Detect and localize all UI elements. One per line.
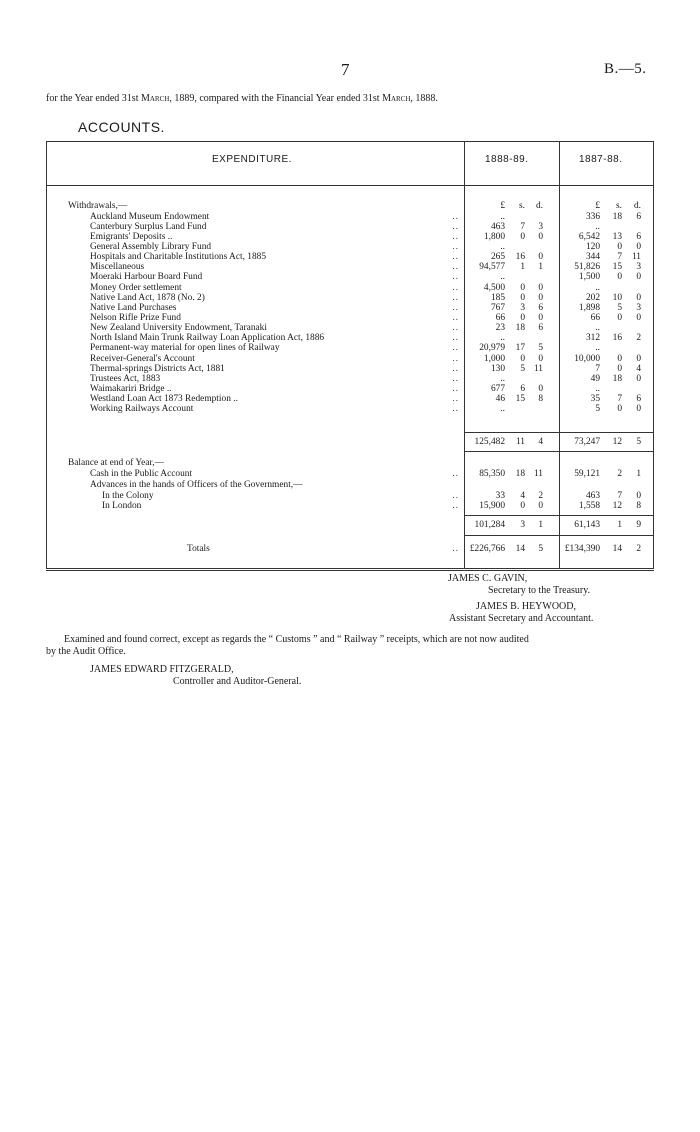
amount-pence: 0 xyxy=(636,241,641,252)
table-row xyxy=(47,469,653,480)
leader-dots: .. xyxy=(452,363,459,374)
amount-pounds: 130 xyxy=(490,363,505,374)
amount-pounds: 767 xyxy=(490,302,505,313)
amount-shillings: 14 xyxy=(612,544,622,554)
subtotal-rule xyxy=(465,535,653,536)
signatory-name: JAMES B. HEYWOOD, xyxy=(476,601,576,612)
leader-dots: .. xyxy=(452,404,459,415)
amount-shillings: 6 xyxy=(520,384,525,395)
amount-shillings: 17 xyxy=(515,343,525,354)
amount-pounds: 66 xyxy=(590,313,600,323)
section-title: ACCOUNTS. xyxy=(78,119,165,135)
leader-dots: .. xyxy=(452,394,459,405)
amount-shillings: 5 xyxy=(617,302,622,313)
amount-pence: 3 xyxy=(636,262,641,273)
subtotal-rule xyxy=(465,515,653,516)
subtitle-part-a: for the Year ended 31st xyxy=(46,93,139,104)
amount-pence: 0 xyxy=(538,353,543,364)
amount-pence: 5 xyxy=(538,343,543,354)
amount-shillings: 12 xyxy=(612,501,622,511)
amount-pounds: 66 xyxy=(495,313,505,323)
amount-pounds: .. xyxy=(595,343,600,354)
amount-pounds: 202 xyxy=(585,292,600,303)
amount-pounds: 1,000 xyxy=(483,353,505,364)
amount-pounds: 101,284 xyxy=(474,520,505,530)
row-label: Trustees Act, 1883 xyxy=(90,373,161,384)
amount-pounds: .. xyxy=(500,241,505,252)
amount-pounds: 51,826 xyxy=(574,262,600,273)
amount-shillings: 0 xyxy=(617,404,622,415)
amount-pence: 2 xyxy=(636,544,641,554)
amount-shillings: 5 xyxy=(520,363,525,374)
amount-pounds: £134,390 xyxy=(564,544,600,554)
amount-pence: 0 xyxy=(636,272,641,283)
amount-pounds: 61,143 xyxy=(574,520,600,530)
amount-pounds: 1,558 xyxy=(578,501,600,511)
leader-dots: .. xyxy=(452,231,459,242)
amount-pounds: 125,482 xyxy=(474,437,505,447)
amount-pence: 0 xyxy=(636,373,641,384)
amount-shillings: 12 xyxy=(612,437,622,447)
amount-pence: 0 xyxy=(636,313,641,323)
amount-pence: 1 xyxy=(538,520,543,530)
leader-dots: .. xyxy=(452,262,459,273)
withdrawals-heading: Withdrawals,— xyxy=(68,201,128,211)
row-label: Working Railways Account xyxy=(90,404,194,415)
amount-pence: 9 xyxy=(636,520,641,530)
leader-dots: .. xyxy=(452,469,459,479)
totals-row xyxy=(47,544,653,555)
amount-pounds: 33 xyxy=(495,491,505,501)
leader-dots: .. xyxy=(452,544,459,554)
amount-pounds: 1,898 xyxy=(578,302,600,313)
signatory-name: JAMES C. GAVIN, xyxy=(448,573,528,584)
subtitle-part-d: March xyxy=(382,93,411,104)
amount-pence: 0 xyxy=(636,353,641,364)
table-double-rule xyxy=(46,570,654,571)
amount-pounds: 23 xyxy=(495,323,505,334)
amount-shillings: 16 xyxy=(515,252,525,263)
amount-pounds: .. xyxy=(595,323,600,334)
leader-dots: .. xyxy=(452,302,459,313)
subtitle-part-b: March xyxy=(140,93,170,104)
amount-shillings: 7 xyxy=(617,491,622,501)
row-label: Nelson Rifle Prize Fund xyxy=(90,313,181,323)
row-label: Waimakariri Bridge .. xyxy=(90,384,172,395)
amount-pounds: 46 xyxy=(495,394,505,405)
row-label: Moeraki Harbour Board Fund xyxy=(90,272,203,283)
leader-dots: .. xyxy=(452,313,459,323)
amount-shillings: 18 xyxy=(612,373,622,384)
amount-pounds: 49 xyxy=(590,373,600,384)
amount-pounds: .. xyxy=(500,272,505,283)
currency-pounds-label: £ xyxy=(595,201,600,211)
amount-pence: 0 xyxy=(636,292,641,303)
header-rule xyxy=(47,185,653,186)
amount-shillings: 11 xyxy=(515,437,525,447)
amount-pence: 0 xyxy=(636,404,641,415)
audit-note-line: Examined and found correct, except as regards the “ Customs ” and “ Railway ” receipts, which are not now audited xyxy=(64,634,529,645)
leader-dots: .. xyxy=(452,384,459,395)
amount-pounds: 677 xyxy=(490,384,505,395)
amount-shillings: 0 xyxy=(520,313,525,323)
row-label: General Assembly Library Fund xyxy=(90,241,212,252)
amount-pence: 11 xyxy=(533,469,543,479)
amount-shillings: 0 xyxy=(617,313,622,323)
amount-pounds: 4,500 xyxy=(483,282,505,293)
row-label: Thermal-springs Districts Act, 1881 xyxy=(90,363,225,374)
amount-shillings: 13 xyxy=(612,231,622,242)
row-label: North Island Main Trunk Railway Loan Application Act, 1886 xyxy=(90,333,325,344)
amount-pounds: .. xyxy=(595,282,600,293)
amount-pounds: 10,000 xyxy=(574,353,600,364)
amount-shillings: 15 xyxy=(612,262,622,273)
page-number: 7 xyxy=(341,60,350,79)
amount-pence: 3 xyxy=(538,221,543,232)
accounts-table xyxy=(46,141,654,569)
amount-pounds: .. xyxy=(500,333,505,344)
amount-pounds: 7 xyxy=(595,363,600,374)
subtotal-row xyxy=(47,437,653,448)
amount-pence: 0 xyxy=(636,491,641,501)
amount-shillings: 2 xyxy=(617,469,622,479)
currency-pence-label: d. xyxy=(633,201,641,211)
amount-pounds: 120 xyxy=(585,241,600,252)
year-1888-header: 1887-88. xyxy=(579,154,623,165)
amount-pence: 6 xyxy=(538,323,543,334)
table-row xyxy=(47,480,653,491)
amount-pence: 2 xyxy=(538,491,543,501)
amount-pounds: 336 xyxy=(585,211,600,222)
row-label: Cash in the Public Account xyxy=(90,469,193,479)
amount-shillings: 4 xyxy=(520,491,525,501)
amount-shillings: 10 xyxy=(612,292,622,303)
amount-pounds: .. xyxy=(500,404,505,415)
amount-pence: 3 xyxy=(636,302,641,313)
amount-pence: 11 xyxy=(631,252,641,263)
amount-pounds: 1,800 xyxy=(483,231,505,242)
amount-pounds: 94,577 xyxy=(479,262,505,273)
leader-dots: .. xyxy=(452,272,459,283)
amount-shillings: 0 xyxy=(617,272,622,283)
currency-pence-label: d. xyxy=(535,201,543,211)
signatory-title: Assistant Secretary and Accountant. xyxy=(449,613,594,624)
amount-pounds: 15,900 xyxy=(479,501,505,511)
row-label: Native Land Act, 1878 (No. 2) xyxy=(90,292,205,303)
row-label: Native Land Purchases xyxy=(90,302,177,313)
amount-pence: 1 xyxy=(538,262,543,273)
leader-dots: .. xyxy=(452,491,459,501)
amount-pence: 0 xyxy=(538,282,543,293)
row-label: Westland Loan Act 1873 Redemption .. xyxy=(90,394,238,405)
amount-pence: 0 xyxy=(538,292,543,303)
amount-pounds: 73,247 xyxy=(574,437,600,447)
auditor-title: Controller and Auditor-General. xyxy=(173,676,302,687)
amount-pence: 6 xyxy=(636,394,641,405)
currency-pounds-label: £ xyxy=(500,201,505,211)
expenditure-header: EXPENDITURE. xyxy=(212,154,292,165)
amount-shillings: 18 xyxy=(515,323,525,334)
leader-dots: .. xyxy=(452,292,459,303)
leader-dots: .. xyxy=(452,343,459,354)
subtotal-row xyxy=(47,520,653,531)
table-row xyxy=(47,458,653,469)
amount-shillings: 16 xyxy=(612,333,622,344)
amount-pounds: .. xyxy=(595,221,600,232)
amount-pounds: .. xyxy=(500,211,505,222)
table-row xyxy=(47,404,653,415)
row-label: Permanent-way material for open lines of Railway xyxy=(90,343,280,354)
amount-pounds: 463 xyxy=(585,491,600,501)
leader-dots: .. xyxy=(452,373,459,384)
leader-dots: .. xyxy=(452,323,459,334)
totals-label: Totals xyxy=(187,544,210,554)
amount-pence: 4 xyxy=(538,437,543,447)
leader-dots: .. xyxy=(452,353,459,364)
subtitle-part-c: , 1889, compared with the Financial Year ended 31st xyxy=(169,93,380,104)
table-row xyxy=(47,501,653,512)
leader-dots: .. xyxy=(452,211,459,222)
leader-dots: .. xyxy=(452,282,459,293)
subtotal-rule xyxy=(465,451,653,452)
balance-heading: Balance at end of Year,— xyxy=(68,458,164,468)
amount-pounds: 85,350 xyxy=(479,469,505,479)
amount-shillings: 0 xyxy=(520,353,525,364)
year-1889-header: 1888-89. xyxy=(485,154,529,165)
amount-shillings: 0 xyxy=(617,241,622,252)
amount-pence: 5 xyxy=(636,437,641,447)
subtitle-part-e: , 1888. xyxy=(410,93,438,104)
amount-shillings: 1 xyxy=(617,520,622,530)
amount-shillings: 0 xyxy=(520,501,525,511)
document-reference: B.—5. xyxy=(604,61,647,77)
row-label: Advances in the hands of Officers of the Government,— xyxy=(90,480,303,490)
amount-pence: 4 xyxy=(636,363,641,374)
leader-dots: .. xyxy=(452,221,459,232)
row-label: Canterbury Surplus Land Fund xyxy=(90,221,207,232)
amount-shillings: 1 xyxy=(520,262,525,273)
amount-shillings: 15 xyxy=(515,394,525,405)
amount-pounds: 185 xyxy=(490,292,505,303)
amount-shillings: 0 xyxy=(617,363,622,374)
row-label: Auckland Museum Endowment xyxy=(90,211,210,222)
amount-pounds: 6,542 xyxy=(578,231,600,242)
amount-pounds: 265 xyxy=(490,252,505,263)
amount-pence: 2 xyxy=(636,333,641,344)
currency-units-row xyxy=(47,201,653,212)
amount-pounds: 1,500 xyxy=(578,272,600,283)
row-label: Receiver-General's Account xyxy=(90,353,195,364)
amount-pence: 6 xyxy=(538,302,543,313)
amount-pounds: 312 xyxy=(585,333,600,344)
amount-pence: 8 xyxy=(538,394,543,405)
amount-pence: 1 xyxy=(636,469,641,479)
row-label: In the Colony xyxy=(102,491,154,501)
amount-pounds: 463 xyxy=(490,221,505,232)
amount-pounds: 5 xyxy=(595,404,600,415)
amount-shillings: 0 xyxy=(617,353,622,364)
leader-dots: .. xyxy=(452,333,459,344)
amount-pounds: 35 xyxy=(590,394,600,405)
amount-pence: 11 xyxy=(533,363,543,374)
auditor-name: JAMES EDWARD FITZGERALD, xyxy=(90,664,234,675)
row-label: Money Order settlement xyxy=(90,282,182,293)
row-label: New Zealand University Endowment, Taranaki xyxy=(90,323,267,334)
page-subtitle xyxy=(46,93,438,104)
amount-shillings: 18 xyxy=(612,211,622,222)
amount-pounds: .. xyxy=(595,384,600,395)
amount-shillings: 7 xyxy=(617,252,622,263)
amount-pence: 0 xyxy=(538,252,543,263)
amount-pounds: .. xyxy=(500,373,505,384)
amount-pence: 8 xyxy=(636,501,641,511)
leader-dots: .. xyxy=(452,252,459,263)
amount-shillings: 7 xyxy=(617,394,622,405)
amount-pounds: £226,766 xyxy=(469,544,505,554)
amount-shillings: 0 xyxy=(520,231,525,242)
amount-shillings: 14 xyxy=(515,544,525,554)
currency-shillings-label: s. xyxy=(519,201,525,211)
amount-pence: 6 xyxy=(636,211,641,222)
leader-dots: .. xyxy=(452,501,459,511)
amount-shillings: 3 xyxy=(520,520,525,530)
subtotal-rule xyxy=(465,432,653,433)
audit-note-line: by the Audit Office. xyxy=(46,646,126,657)
amount-pence: 5 xyxy=(538,544,543,554)
row-label: Miscellaneous xyxy=(90,262,145,273)
row-label: In London xyxy=(102,501,142,511)
amount-shillings: 0 xyxy=(520,282,525,293)
amount-shillings: 7 xyxy=(520,221,525,232)
amount-pence: 0 xyxy=(538,501,543,511)
amount-shillings: 0 xyxy=(520,292,525,303)
amount-pounds: 20,979 xyxy=(479,343,505,354)
amount-shillings: 18 xyxy=(515,469,525,479)
signatory-title: Secretary to the Treasury. xyxy=(488,585,591,596)
amount-pence: 0 xyxy=(538,231,543,242)
amount-pence: 0 xyxy=(538,313,543,323)
leader-dots: .. xyxy=(452,241,459,252)
row-label: Emigrants' Deposits .. xyxy=(90,231,173,242)
amount-shillings: 3 xyxy=(520,302,525,313)
row-label: Hospitals and Charitable Institutions Act, 1885 xyxy=(90,252,267,263)
amount-pounds: 59,121 xyxy=(574,469,600,479)
currency-shillings-label: s. xyxy=(616,201,622,211)
amount-pence: 6 xyxy=(636,231,641,242)
amount-pence: 0 xyxy=(538,384,543,395)
amount-pounds: 344 xyxy=(585,252,600,263)
